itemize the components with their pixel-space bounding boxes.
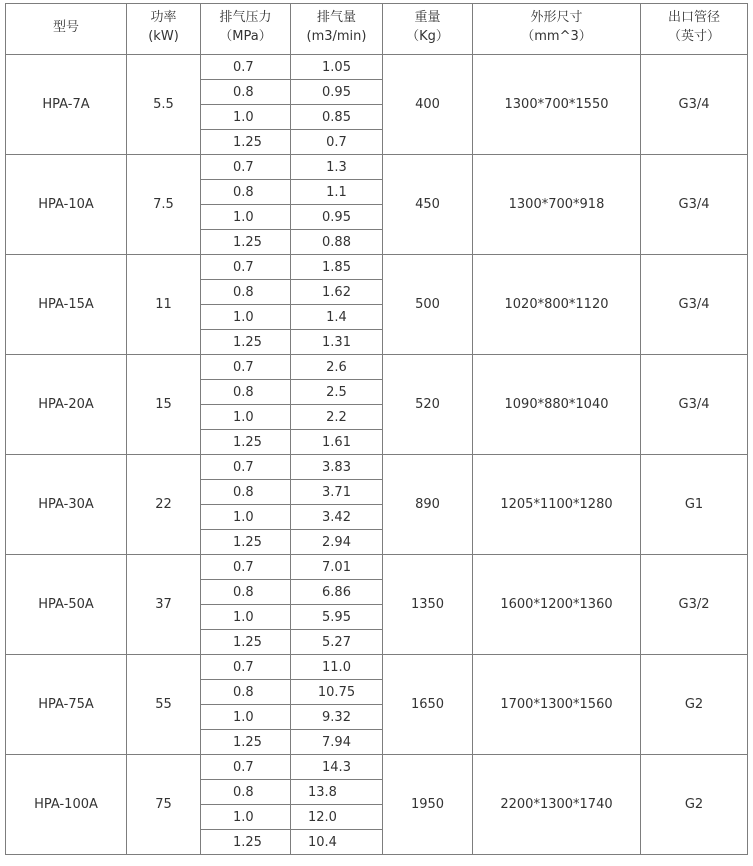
pressure-cell: 0.7: [201, 355, 291, 380]
flow-cell: 3.83: [291, 455, 383, 480]
flow-cell: 6.86: [291, 580, 383, 605]
weight-cell: 500: [383, 255, 473, 355]
model-cell: HPA-30A: [6, 455, 127, 555]
table-row: [6, 355, 748, 380]
flow-cell: 12.0: [291, 805, 383, 830]
outlet-cell: G3/2: [641, 555, 748, 655]
weight-cell: 1950: [383, 755, 473, 855]
pressure-cell: 1.0: [201, 805, 291, 830]
pressure-cell: 1.25: [201, 730, 291, 755]
flow-cell: 1.3: [291, 155, 383, 180]
outlet-cell: G2: [641, 755, 748, 855]
dimensions-cell: 1300*700*1550: [473, 55, 641, 155]
dimensions-cell: 1600*1200*1360: [473, 555, 641, 655]
header-dimensions: 外形尺寸 （mm^3）: [473, 4, 641, 55]
flow-cell: 10.75: [291, 680, 383, 705]
pressure-cell: 1.25: [201, 230, 291, 255]
weight-cell: 1650: [383, 655, 473, 755]
power-cell: 15: [127, 355, 201, 455]
power-cell: 11: [127, 255, 201, 355]
flow-cell: 2.2: [291, 405, 383, 430]
flow-cell: 1.85: [291, 255, 383, 280]
dimensions-cell: 1300*700*918: [473, 155, 641, 255]
pressure-cell: 0.7: [201, 655, 291, 680]
weight-cell: 450: [383, 155, 473, 255]
flow-cell: 5.27: [291, 630, 383, 655]
pressure-cell: 0.8: [201, 780, 291, 805]
pressure-cell: 1.0: [201, 305, 291, 330]
flow-cell: 9.32: [291, 705, 383, 730]
pressure-cell: 0.8: [201, 280, 291, 305]
header-power: 功率 (kW): [127, 4, 201, 55]
table-row: [6, 755, 748, 780]
flow-cell: 0.85: [291, 105, 383, 130]
pressure-cell: 0.8: [201, 480, 291, 505]
pressure-cell: 1.0: [201, 205, 291, 230]
model-cell: HPA-7A: [6, 55, 127, 155]
pressure-cell: 0.7: [201, 455, 291, 480]
power-cell: 7.5: [127, 155, 201, 255]
model-cell: HPA-75A: [6, 655, 127, 755]
weight-cell: 890: [383, 455, 473, 555]
flow-cell: 14.3: [291, 755, 383, 780]
flow-cell: 2.5: [291, 380, 383, 405]
table-row: [6, 455, 748, 480]
spec-table: [5, 3, 748, 855]
outlet-cell: G3/4: [641, 355, 748, 455]
table-row: [6, 155, 748, 180]
outlet-cell: G3/4: [641, 55, 748, 155]
flow-cell: 0.95: [291, 80, 383, 105]
model-cell: HPA-15A: [6, 255, 127, 355]
spec-body: [6, 55, 748, 855]
power-cell: 75: [127, 755, 201, 855]
power-cell: 5.5: [127, 55, 201, 155]
flow-cell: 10.4: [291, 830, 383, 855]
flow-cell: 11.0: [291, 655, 383, 680]
pressure-cell: 1.0: [201, 605, 291, 630]
flow-cell: 1.4: [291, 305, 383, 330]
outlet-cell: G3/4: [641, 155, 748, 255]
model-cell: HPA-10A: [6, 155, 127, 255]
table-row: [6, 655, 748, 680]
table-row: [6, 255, 748, 280]
flow-cell: 1.1: [291, 180, 383, 205]
header-flow: 排气量 (m3/min): [291, 4, 383, 55]
weight-cell: 1350: [383, 555, 473, 655]
outlet-cell: G2: [641, 655, 748, 755]
flow-cell: 2.94: [291, 530, 383, 555]
flow-cell: 1.31: [291, 330, 383, 355]
pressure-cell: 0.7: [201, 555, 291, 580]
table-row: [6, 555, 748, 580]
flow-cell: 3.42: [291, 505, 383, 530]
pressure-cell: 0.7: [201, 155, 291, 180]
power-cell: 22: [127, 455, 201, 555]
flow-cell: 0.88: [291, 230, 383, 255]
pressure-cell: 1.25: [201, 530, 291, 555]
power-cell: 55: [127, 655, 201, 755]
dimensions-cell: 2200*1300*1740: [473, 755, 641, 855]
pressure-cell: 0.7: [201, 755, 291, 780]
flow-cell: 7.01: [291, 555, 383, 580]
pressure-cell: 1.0: [201, 105, 291, 130]
dimensions-cell: 1700*1300*1560: [473, 655, 641, 755]
pressure-cell: 1.0: [201, 505, 291, 530]
flow-cell: 0.7: [291, 130, 383, 155]
pressure-cell: 1.25: [201, 630, 291, 655]
flow-cell: 2.6: [291, 355, 383, 380]
flow-cell: 1.61: [291, 430, 383, 455]
pressure-cell: 0.7: [201, 55, 291, 80]
flow-cell: 1.62: [291, 280, 383, 305]
header-model: 型号: [6, 4, 127, 55]
flow-cell: 13.8: [291, 780, 383, 805]
pressure-cell: 0.8: [201, 180, 291, 205]
flow-cell: 1.05: [291, 55, 383, 80]
table-row: [6, 55, 748, 80]
pressure-cell: 0.8: [201, 680, 291, 705]
pressure-cell: 1.25: [201, 430, 291, 455]
dimensions-cell: 1205*1100*1280: [473, 455, 641, 555]
power-cell: 37: [127, 555, 201, 655]
pressure-cell: 0.8: [201, 80, 291, 105]
pressure-cell: 1.25: [201, 130, 291, 155]
pressure-cell: 1.0: [201, 405, 291, 430]
pressure-cell: 1.25: [201, 330, 291, 355]
dimensions-cell: 1090*880*1040: [473, 355, 641, 455]
flow-cell: 3.71: [291, 480, 383, 505]
pressure-cell: 0.8: [201, 580, 291, 605]
flow-cell: 7.94: [291, 730, 383, 755]
flow-cell: 5.95: [291, 605, 383, 630]
outlet-cell: G1: [641, 455, 748, 555]
header-pressure: 排气压力 （MPa）: [201, 4, 291, 55]
pressure-cell: 0.8: [201, 380, 291, 405]
weight-cell: 520: [383, 355, 473, 455]
weight-cell: 400: [383, 55, 473, 155]
header-weight: 重量 （Kg）: [383, 4, 473, 55]
flow-cell: 0.95: [291, 205, 383, 230]
model-cell: HPA-50A: [6, 555, 127, 655]
pressure-cell: 0.7: [201, 255, 291, 280]
header-outlet: 出口管径 （英寸）: [641, 4, 748, 55]
model-cell: HPA-20A: [6, 355, 127, 455]
outlet-cell: G3/4: [641, 255, 748, 355]
dimensions-cell: 1020*800*1120: [473, 255, 641, 355]
header-row: [6, 4, 748, 55]
model-cell: HPA-100A: [6, 755, 127, 855]
pressure-cell: 1.25: [201, 830, 291, 855]
pressure-cell: 1.0: [201, 705, 291, 730]
